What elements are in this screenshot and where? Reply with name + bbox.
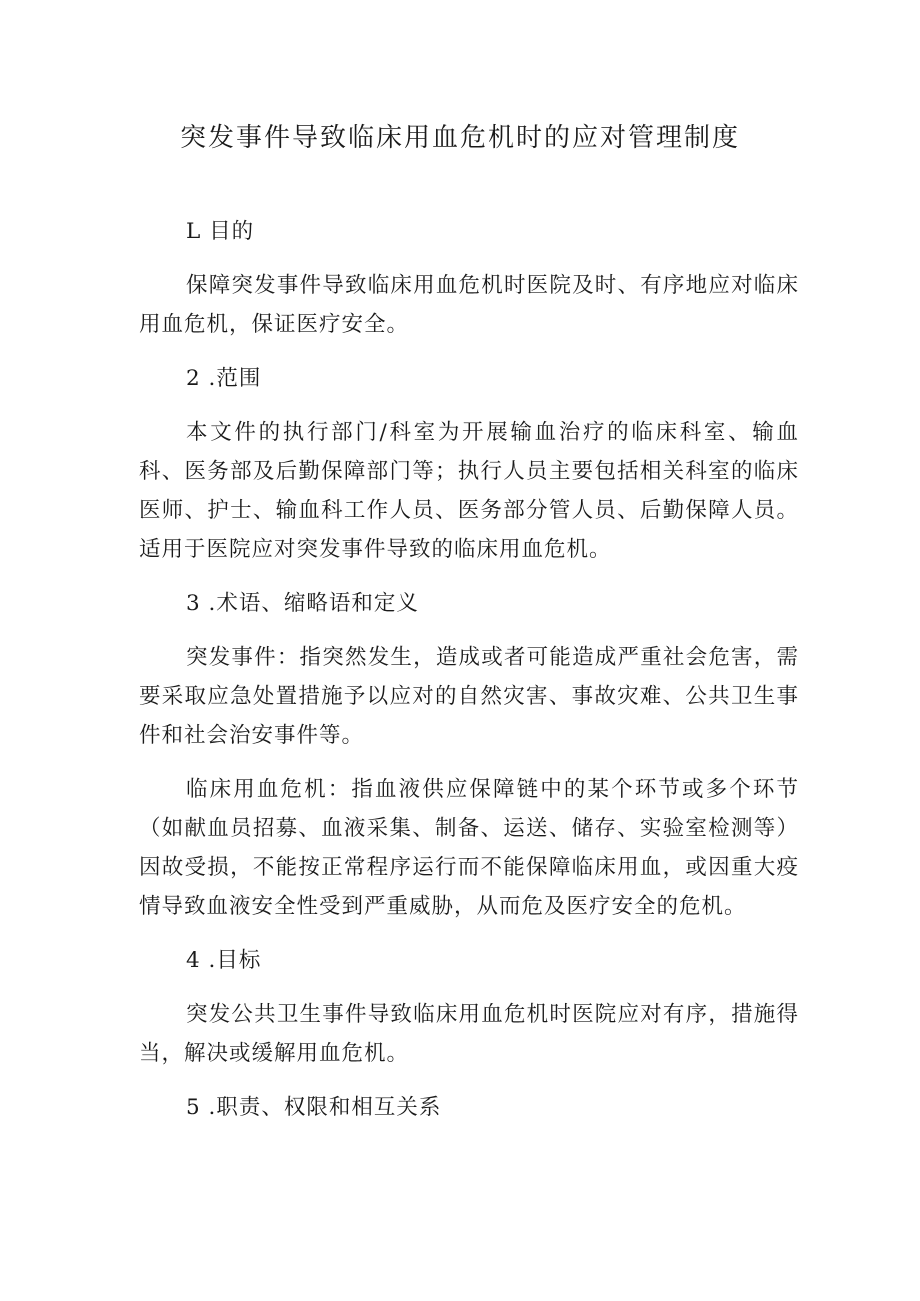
section-scope: [139, 359, 799, 569]
section-heading: 2 .范围: [186, 366, 262, 391]
paragraph: 突发公共卫生事件导致临床用血危机时医院应对有序，措施得当，解决或缓解用血危机。: [139, 1002, 799, 1066]
section-definitions: [139, 584, 799, 926]
section-heading: 4 .目标: [186, 948, 262, 973]
section-heading: L 目的: [186, 219, 255, 244]
document-title: 突发事件导致临床用血危机时的应对管理制度: [179, 123, 740, 153]
paragraph: 保障突发事件导致临床用血危机时医院及时、有序地应对临床用血危机，保证医疗安全。: [139, 273, 799, 337]
section-responsibilities: [139, 1088, 799, 1127]
paragraph: 突发事件：指突然发生，造成或者可能造成严重社会危害，需要采取应急处置措施予以应对的自然灾害、事故灾难、公共卫生事件和社会治安事件等。: [139, 645, 799, 748]
section-purpose: [139, 212, 799, 344]
section-goal: [139, 941, 799, 1073]
paragraph: 本文件的执行部门/科室为开展输血治疗的临床科室、输血科、医务部及后勤保障部门等；执行人员主要包括相关科室的临床医师、护士、输血科工作人员、医务部分管人员、后勤保障人员。适用于医院应对突发事件导致的临床用血危机。: [139, 420, 799, 562]
section-heading: 5 .职责、权限和相互关系: [186, 1095, 442, 1120]
paragraph: 临床用血危机：指血液供应保障链中的某个环节或多个环节（如献血员招募、血液采集、制备、运送、储存、实验室检测等）因故受损，不能按正常程序运行而不能保障临床用血，或因重大疫情导致血液安全性受到严重威胁，从而危及医疗安全的危机。: [139, 777, 799, 919]
document-body: [139, 212, 799, 1142]
section-heading: 3 .术语、缩略语和定义: [186, 591, 419, 616]
